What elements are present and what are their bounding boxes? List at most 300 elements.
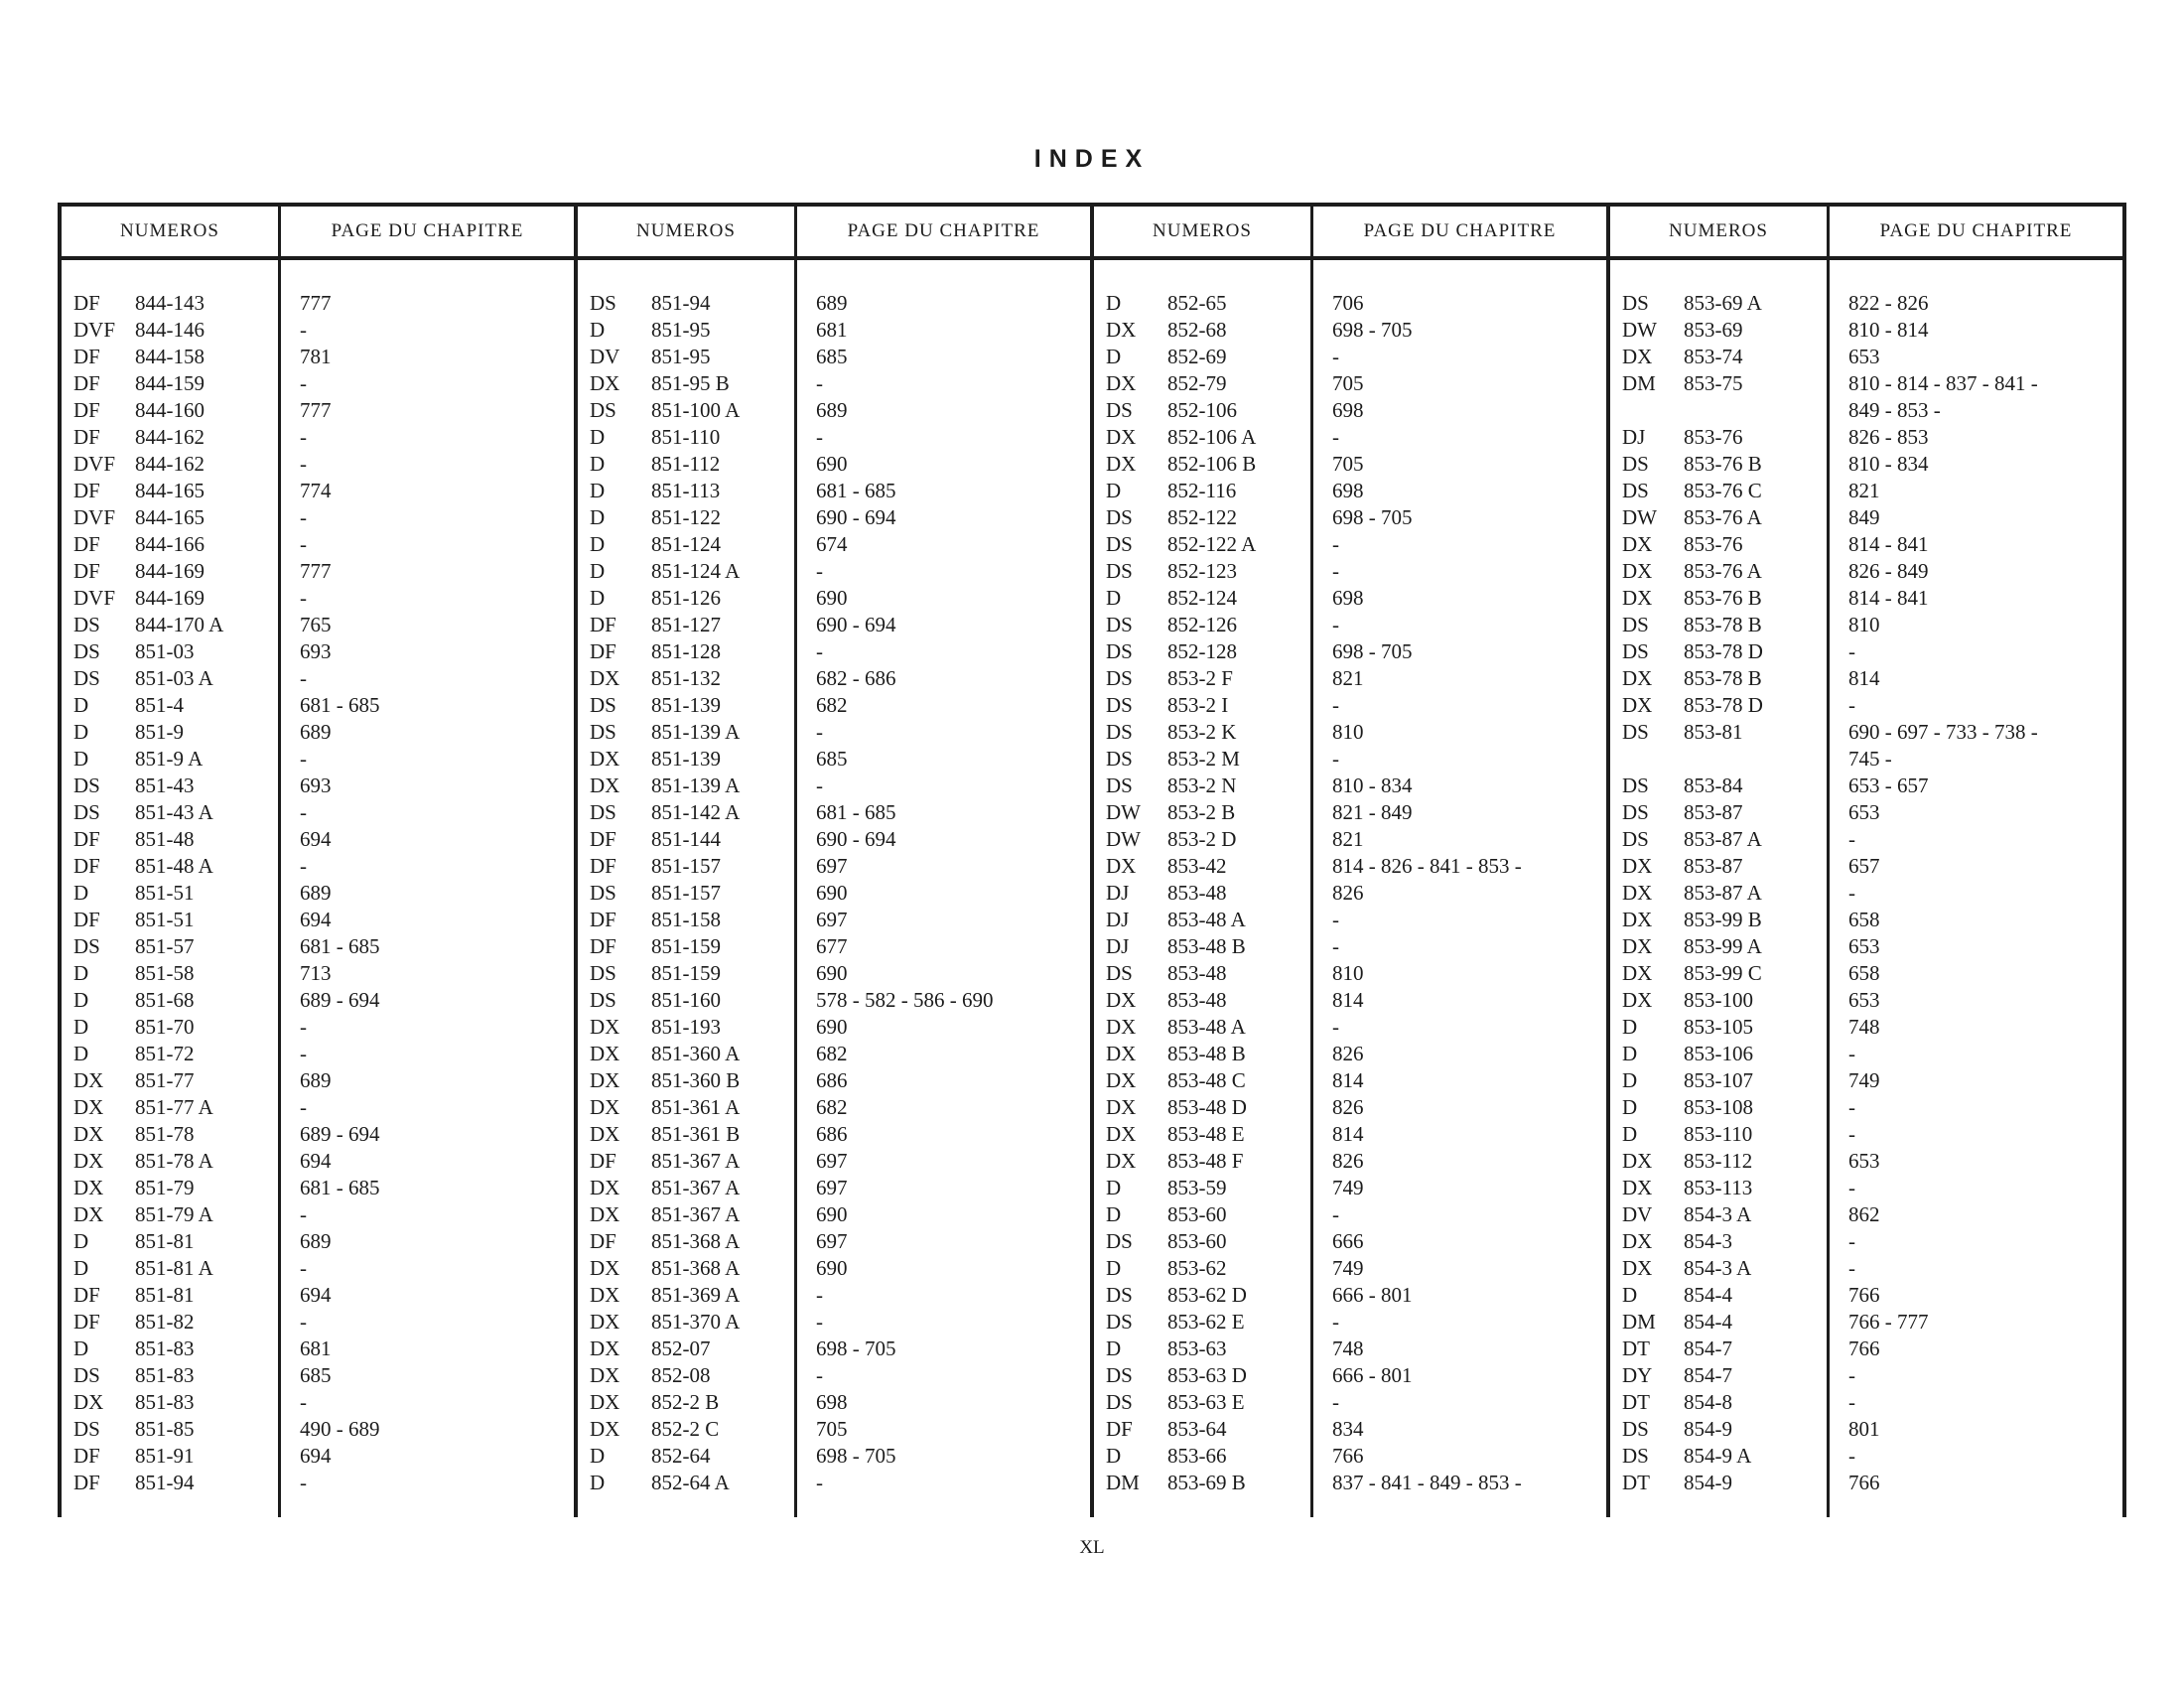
entry-number: 853-48 F <box>1167 1149 1244 1173</box>
entry-page: - <box>816 559 823 583</box>
entry-prefix: DM <box>1622 371 1656 395</box>
index-row <box>578 1389 1090 1416</box>
entry-page: 690 - 694 <box>816 827 896 851</box>
index-row <box>62 397 574 424</box>
index-row <box>62 719 574 746</box>
entry-page: 814 - 826 - 841 - 853 - <box>1332 854 1522 878</box>
entry-number: 851-72 <box>135 1042 195 1065</box>
entry-prefix: DX <box>1106 854 1137 878</box>
entry-prefix: DX <box>1106 371 1137 395</box>
index-row <box>578 853 1090 880</box>
entry-prefix: DS <box>590 800 616 824</box>
entry-prefix: DX <box>590 1256 620 1280</box>
index-row <box>62 1121 574 1148</box>
entry-page: 653 <box>1848 988 1880 1012</box>
entry-page: 658 <box>1848 908 1880 931</box>
entry-page: 698 <box>1332 479 1364 502</box>
entry-prefix: D <box>1622 1042 1638 1065</box>
entry-page: 694 <box>300 1283 332 1307</box>
entry-prefix: DX <box>1106 1095 1137 1119</box>
entry-prefix: DS <box>1622 613 1649 636</box>
index-row <box>62 1148 574 1175</box>
entry-page: 682 - 686 <box>816 666 896 690</box>
entry-page: - <box>300 532 307 556</box>
entry-number: 853-48 E <box>1167 1122 1245 1146</box>
index-row <box>62 1228 574 1255</box>
index-row <box>1610 585 2122 612</box>
column-body <box>1610 260 2122 1517</box>
entry-prefix: DX <box>590 1202 620 1226</box>
entry-page: 653 - 657 <box>1848 774 1929 797</box>
index-row <box>578 1362 1090 1389</box>
index-row <box>1610 558 2122 585</box>
entry-prefix: DT <box>1622 1471 1650 1494</box>
entry-number: 852-123 <box>1167 559 1237 583</box>
entry-number: 851-94 <box>651 291 711 315</box>
index-row <box>62 531 574 558</box>
entry-page: 749 <box>1848 1068 1880 1092</box>
header-numeros: NUMEROS <box>62 207 281 256</box>
entry-number: 853-100 <box>1684 988 1753 1012</box>
index-row <box>1610 853 2122 880</box>
entry-number: 852-122 <box>1167 505 1237 529</box>
entry-number: 851-79 A <box>135 1202 213 1226</box>
entry-number: 851-43 <box>135 774 195 797</box>
entry-number: 853-48 <box>1167 988 1227 1012</box>
index-row <box>578 826 1090 853</box>
entry-page: 810 - 814 - 837 - 841 - <box>1848 371 2038 395</box>
entry-prefix: DVF <box>73 452 116 476</box>
entry-prefix: D <box>73 1336 89 1360</box>
entry-page: 698 - 705 <box>1332 318 1413 342</box>
entry-number: 853-48 C <box>1167 1068 1246 1092</box>
index-row <box>578 558 1090 585</box>
index-row <box>578 424 1090 451</box>
entry-number: 853-2 F <box>1167 666 1233 690</box>
index-row <box>578 585 1090 612</box>
entry-number: 851-77 <box>135 1068 195 1092</box>
index-row <box>578 719 1090 746</box>
entry-prefix: DM <box>1106 1471 1140 1494</box>
index-row <box>1610 638 2122 665</box>
index-row <box>1094 1067 1606 1094</box>
entry-page: 766 <box>1848 1283 1880 1307</box>
entry-number: 853-78 B <box>1684 666 1762 690</box>
index-row <box>1610 370 2122 397</box>
index-table <box>58 203 2126 1517</box>
index-row <box>1094 1121 1606 1148</box>
entry-page: - <box>300 1471 307 1494</box>
index-row <box>1610 1067 2122 1094</box>
entry-page: - <box>300 1256 307 1280</box>
entry-number: 853-69 <box>1684 318 1743 342</box>
entry-prefix: DS <box>1106 532 1133 556</box>
index-row <box>578 1309 1090 1336</box>
entry-number: 853-66 <box>1167 1444 1227 1468</box>
entry-prefix: D <box>1106 479 1122 502</box>
entry-number: 854-3 <box>1684 1229 1732 1253</box>
entry-page: 681 <box>300 1336 332 1360</box>
index-row <box>578 1255 1090 1282</box>
entry-page: 821 <box>1848 479 1880 502</box>
entry-number: 854-3 A <box>1684 1202 1752 1226</box>
entry-prefix: DX <box>1622 988 1653 1012</box>
entry-page: - <box>300 666 307 690</box>
entry-number: 851-369 A <box>651 1283 741 1307</box>
entry-page: 578 - 582 - 586 - 690 <box>816 988 994 1012</box>
entry-page: 777 <box>300 559 332 583</box>
entry-number: 853-48 <box>1167 961 1227 985</box>
entry-page: - <box>1332 934 1339 958</box>
index-row <box>62 1470 574 1496</box>
entry-prefix: DF <box>73 908 100 931</box>
entry-number: 853-106 <box>1684 1042 1753 1065</box>
entry-number: 851-110 <box>651 425 721 449</box>
entry-prefix: D <box>73 747 89 771</box>
entry-page: 689 <box>300 1229 332 1253</box>
entry-page: - <box>300 1390 307 1414</box>
index-row <box>1610 1362 2122 1389</box>
entry-prefix: DW <box>1622 505 1657 529</box>
entry-number: 844-170 A <box>135 613 224 636</box>
entry-prefix: D <box>1106 1336 1122 1360</box>
entry-page: - <box>816 1471 823 1494</box>
entry-page: - <box>1332 693 1339 717</box>
index-row <box>578 451 1090 478</box>
entry-prefix: D <box>590 559 606 583</box>
entry-prefix: DX <box>590 1390 620 1414</box>
entry-page: 781 <box>300 345 332 368</box>
entry-number: 851-124 A <box>651 559 741 583</box>
entry-prefix: DX <box>590 774 620 797</box>
entry-page: 690 - 694 <box>816 613 896 636</box>
entry-prefix: DX <box>590 1068 620 1092</box>
entry-page: 694 <box>300 1444 332 1468</box>
entry-number: 851-83 <box>135 1390 195 1414</box>
entry-prefix: DS <box>73 639 100 663</box>
entry-prefix: DX <box>1106 1042 1137 1065</box>
entry-prefix: DX <box>73 1122 104 1146</box>
entry-prefix: DS <box>590 961 616 985</box>
entry-number: 851-122 <box>651 505 721 529</box>
entry-prefix: DW <box>1106 827 1141 851</box>
index-row <box>578 1014 1090 1041</box>
entry-page: 766 - 777 <box>1848 1310 1929 1334</box>
index-row <box>1094 1228 1606 1255</box>
entry-page: - <box>1332 532 1339 556</box>
index-row <box>1094 1014 1606 1041</box>
index-row <box>578 880 1090 907</box>
entry-prefix: DF <box>73 827 100 851</box>
entry-number: 851-368 A <box>651 1229 741 1253</box>
entry-page: - <box>300 854 307 878</box>
entry-page: - <box>300 586 307 610</box>
entry-number: 851-132 <box>651 666 721 690</box>
entry-number: 853-2 D <box>1167 827 1237 851</box>
entry-prefix: DF <box>73 425 100 449</box>
entry-prefix: DS <box>73 934 100 958</box>
entry-prefix: DJ <box>1106 881 1130 905</box>
entry-page: 766 <box>1848 1336 1880 1360</box>
entry-prefix: D <box>590 505 606 529</box>
entry-number: 851-139 <box>651 693 721 717</box>
entry-prefix: DM <box>1622 1310 1656 1334</box>
index-row <box>578 344 1090 370</box>
index-row <box>62 1175 574 1201</box>
entry-page: 685 <box>816 747 848 771</box>
entry-page: 689 - 694 <box>300 1122 380 1146</box>
entry-page: 653 <box>1848 800 1880 824</box>
entry-page: 690 - 694 <box>816 505 896 529</box>
entry-prefix: DS <box>590 291 616 315</box>
index-row <box>1094 1389 1606 1416</box>
index-row <box>62 612 574 638</box>
entry-prefix: DX <box>73 1390 104 1414</box>
entry-page: - <box>1848 881 1855 905</box>
entry-page: - <box>816 774 823 797</box>
index-row <box>1610 1443 2122 1470</box>
index-row <box>578 317 1090 344</box>
entry-number: 851-367 A <box>651 1149 741 1173</box>
entry-page: - <box>816 1363 823 1387</box>
entry-number: 851-70 <box>135 1015 195 1039</box>
entry-page: - <box>816 639 823 663</box>
entry-prefix: DS <box>1106 720 1133 744</box>
index-row <box>1094 692 1606 719</box>
entry-number: 851-361 A <box>651 1095 741 1119</box>
entry-number: 853-60 <box>1167 1202 1227 1226</box>
index-row <box>1094 531 1606 558</box>
index-row <box>1610 1470 2122 1496</box>
entry-number: 854-9 <box>1684 1417 1732 1441</box>
entry-page: - <box>1848 827 1855 851</box>
index-row <box>1610 1228 2122 1255</box>
entry-number: 852-07 <box>651 1336 711 1360</box>
entry-page: 689 <box>300 720 332 744</box>
entry-page: 681 - 685 <box>300 693 380 717</box>
entry-number: 851-03 <box>135 639 195 663</box>
entry-prefix: D <box>1106 1256 1122 1280</box>
index-row <box>1610 1336 2122 1362</box>
column-body <box>1094 260 1606 1517</box>
index-row <box>1610 1094 2122 1121</box>
entry-page: 697 <box>816 1176 848 1199</box>
entry-page: 810 <box>1848 613 1880 636</box>
entry-number: 851-124 <box>651 532 721 556</box>
index-row <box>1610 1121 2122 1148</box>
entry-prefix: D <box>73 1256 89 1280</box>
index-row <box>1610 960 2122 987</box>
entry-prefix: DX <box>1622 961 1653 985</box>
entry-number: 852-116 <box>1167 479 1237 502</box>
header-page-du-chapitre: PAGE DU CHAPITRE <box>847 220 1040 241</box>
entry-page: - <box>300 505 307 529</box>
entry-number: 851-81 <box>135 1283 195 1307</box>
entry-prefix: D <box>73 720 89 744</box>
entry-number: 853-63 D <box>1167 1363 1247 1387</box>
entry-prefix: DF <box>1106 1417 1133 1441</box>
index-row <box>1094 451 1606 478</box>
entry-prefix: DF <box>73 532 100 556</box>
entry-number: 851-77 A <box>135 1095 213 1119</box>
entry-number: 844-160 <box>135 398 205 422</box>
index-row <box>1094 1148 1606 1175</box>
entry-page: 677 <box>816 934 848 958</box>
entry-page: 826 <box>1332 881 1364 905</box>
index-row <box>578 1228 1090 1255</box>
index-row <box>1094 1282 1606 1309</box>
entry-prefix: DF <box>73 398 100 422</box>
entry-prefix: DX <box>590 1336 620 1360</box>
entry-page: 849 <box>1848 505 1880 529</box>
entry-prefix: D <box>590 425 606 449</box>
entry-page: 681 <box>816 318 848 342</box>
entry-prefix: DS <box>73 666 100 690</box>
entry-page: 682 <box>816 693 848 717</box>
entry-number: 851-159 <box>651 961 721 985</box>
index-row <box>578 1041 1090 1067</box>
index-row <box>1610 612 2122 638</box>
entry-number: 844-146 <box>135 318 205 342</box>
entry-number: 851-157 <box>651 854 721 878</box>
entry-page: - <box>1332 425 1339 449</box>
entry-prefix: D <box>73 1042 89 1065</box>
entry-number: 844-162 <box>135 452 205 476</box>
index-row <box>578 478 1090 504</box>
index-row <box>1094 665 1606 692</box>
entry-prefix: DS <box>73 613 100 636</box>
entry-page: 837 - 841 - 849 - 853 - <box>1332 1471 1522 1494</box>
entry-number: 851-368 A <box>651 1256 741 1280</box>
entry-number: 854-4 <box>1684 1283 1732 1307</box>
entry-number: 851-03 A <box>135 666 213 690</box>
entry-page: 810 <box>1332 720 1364 744</box>
index-row <box>578 907 1090 933</box>
entry-number: 851-139 A <box>651 720 741 744</box>
index-row <box>578 1067 1090 1094</box>
entry-page: 653 <box>1848 934 1880 958</box>
entry-prefix: DF <box>73 559 100 583</box>
column-header <box>578 207 1090 260</box>
entry-prefix: DX <box>590 1176 620 1199</box>
entry-page: 686 <box>816 1122 848 1146</box>
entry-number: 851-68 <box>135 988 195 1012</box>
entry-prefix: DF <box>73 291 100 315</box>
index-row <box>1610 1148 2122 1175</box>
entry-prefix: DVF <box>73 318 116 342</box>
entry-prefix: DS <box>1106 1363 1133 1387</box>
index-row <box>1094 1362 1606 1389</box>
index-column-group <box>62 207 578 1517</box>
entry-page: 698 - 705 <box>816 1444 896 1468</box>
entry-page: - <box>1332 1310 1339 1334</box>
entry-prefix: DS <box>73 1417 100 1441</box>
index-row <box>62 1336 574 1362</box>
index-row <box>62 853 574 880</box>
index-row <box>578 1121 1090 1148</box>
index-row <box>578 773 1090 799</box>
entry-number: 853-48 D <box>1167 1095 1247 1119</box>
entry-number: 853-2 N <box>1167 774 1237 797</box>
index-row <box>62 290 574 317</box>
entry-prefix: D <box>1622 1283 1638 1307</box>
index-row <box>578 504 1090 531</box>
entry-page: - <box>1848 1122 1855 1146</box>
index-row <box>578 665 1090 692</box>
index-row <box>1094 1470 1606 1496</box>
index-row <box>1610 478 2122 504</box>
entry-prefix: DX <box>1106 1015 1137 1039</box>
entry-page: 826 <box>1332 1095 1364 1119</box>
entry-page: 766 <box>1332 1444 1364 1468</box>
index-row <box>578 1470 1090 1496</box>
entry-page: - <box>1848 1095 1855 1119</box>
column-header <box>1094 207 1606 260</box>
entry-number: 853-107 <box>1684 1068 1753 1092</box>
entry-page: - <box>816 371 823 395</box>
entry-prefix: DS <box>1622 452 1649 476</box>
index-row <box>1094 585 1606 612</box>
entry-page: - <box>1848 693 1855 717</box>
index-row <box>62 1014 574 1041</box>
index-row <box>1094 719 1606 746</box>
index-row <box>578 933 1090 960</box>
entry-prefix: DS <box>1106 747 1133 771</box>
index-row <box>62 665 574 692</box>
entry-page: 821 <box>1332 666 1364 690</box>
entry-number: 854-7 <box>1684 1336 1732 1360</box>
index-row <box>62 424 574 451</box>
index-row <box>1094 960 1606 987</box>
index-row <box>1094 1201 1606 1228</box>
entry-number: 851-57 <box>135 934 195 958</box>
entry-prefix: DS <box>590 720 616 744</box>
index-row <box>1094 933 1606 960</box>
entry-page: 689 <box>300 881 332 905</box>
entry-prefix: D <box>73 1015 89 1039</box>
index-row <box>62 344 574 370</box>
index-row <box>62 799 574 826</box>
index-row <box>1094 746 1606 773</box>
entry-prefix <box>1610 746 1680 773</box>
entry-prefix: DS <box>1106 613 1133 636</box>
entry-number: 853-69 A <box>1684 291 1762 315</box>
entry-number: 853-78 D <box>1684 693 1763 717</box>
entry-page: 685 <box>300 1363 332 1387</box>
entry-page: 657 <box>1848 854 1880 878</box>
entry-page: 826 - 853 <box>1848 425 1929 449</box>
index-row <box>62 1282 574 1309</box>
entry-page: 765 <box>300 613 332 636</box>
entry-number: 851-4 <box>135 693 184 717</box>
column-header <box>1610 207 2122 260</box>
entry-number: 852-126 <box>1167 613 1237 636</box>
entry-page: - <box>1332 345 1339 368</box>
entry-page: - <box>1332 1202 1339 1226</box>
entry-page: 698 <box>1332 586 1364 610</box>
entry-page: - <box>1848 1390 1855 1414</box>
index-row <box>1610 1309 2122 1336</box>
index-row <box>1610 504 2122 531</box>
entry-prefix: DX <box>1106 318 1137 342</box>
entry-prefix: DX <box>1622 854 1653 878</box>
index-row <box>62 907 574 933</box>
index-column-group <box>1094 207 1610 1517</box>
entry-number: 853-75 <box>1684 371 1743 395</box>
entry-page: - <box>1848 1042 1855 1065</box>
entry-number: 852-106 A <box>1167 425 1257 449</box>
entry-page: 814 <box>1848 666 1880 690</box>
